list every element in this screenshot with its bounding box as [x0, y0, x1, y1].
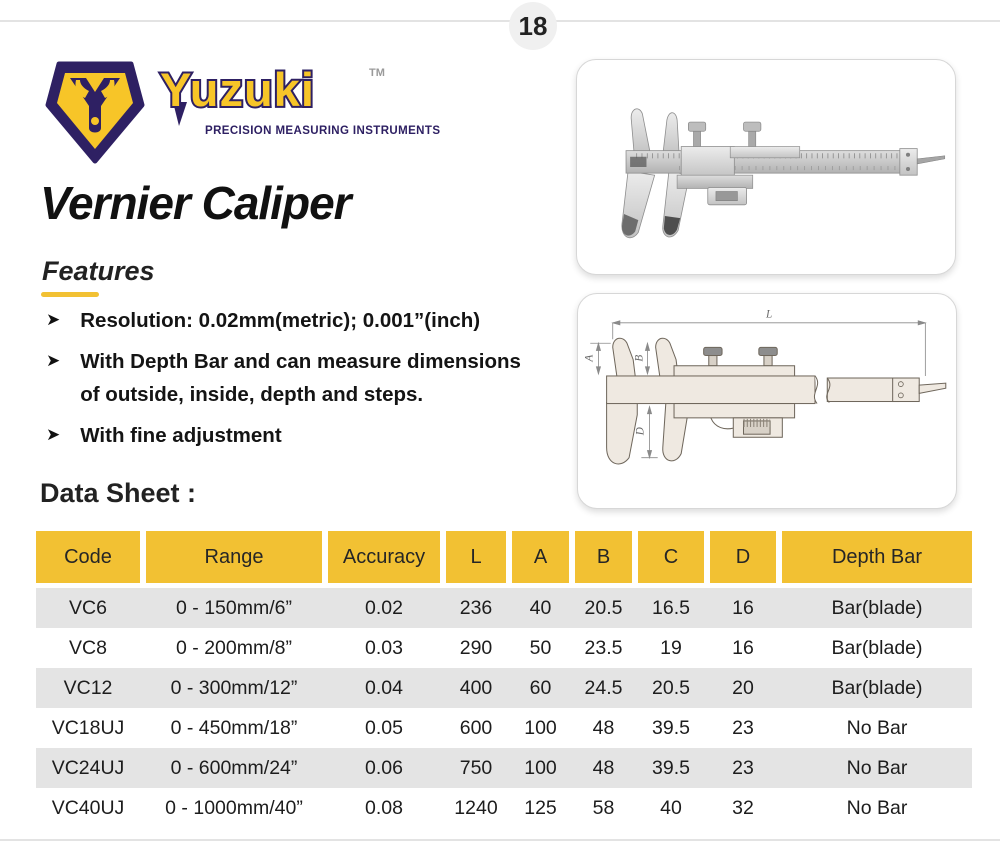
table-cell: 20.5 [652, 676, 690, 699]
table-cell: 125 [524, 796, 557, 819]
table-cell: 236 [459, 596, 493, 619]
table-cell: 23 [732, 756, 754, 779]
table-row-vc6 [36, 588, 972, 628]
feature-text: With fine adjustment [80, 424, 282, 447]
page-number: 18 [518, 10, 548, 41]
page-title: Vernier Caliper [40, 177, 351, 229]
brand-wordmark-block [157, 58, 440, 137]
table-cell: 20 [732, 676, 754, 699]
datasheet-heading: Data Sheet : [40, 478, 197, 508]
table-cell: 0 - 1000mm/40” [165, 796, 303, 819]
top-divider [0, 20, 1000, 22]
features-heading: Features [42, 256, 155, 286]
table-cell: 48 [592, 756, 615, 779]
table-cell: 58 [592, 796, 615, 819]
table-cell: 400 [459, 676, 493, 699]
dimension-label-a: A [583, 354, 596, 362]
dimension-label-b: B [633, 354, 646, 362]
bullet-arrow-icon: ➤ [46, 351, 61, 371]
column-header-l: L [446, 531, 506, 583]
table-cell: 19 [660, 636, 682, 659]
feature-text: With Depth Bar and can measure dimensions of outside, inside, depth and steps. [80, 350, 521, 406]
brand-name: Yuzuki [160, 63, 315, 116]
table-row-vc24uj [36, 748, 972, 788]
table-cell: Bar(blade) [831, 636, 923, 659]
table-cell: 23.5 [584, 636, 623, 659]
table-header-row [36, 531, 972, 583]
bottom-divider [0, 839, 1000, 841]
table-cell: 48 [592, 716, 615, 739]
table-cell: 100 [524, 756, 557, 779]
table-cell: 290 [459, 636, 493, 659]
column-header-range: Range [146, 531, 322, 583]
dimension-label-l: L [765, 308, 773, 321]
bullet-arrow-icon: ➤ [46, 310, 61, 330]
table-cell: 40 [660, 796, 682, 819]
table-cell: No Bar [846, 756, 908, 779]
table-cell: 750 [459, 756, 493, 779]
trademark-symbol: TM [369, 67, 385, 79]
yuzuki-logo-icon [45, 58, 145, 164]
table-cell: 0 - 450mm/18” [170, 716, 298, 739]
table-cell: 16 [732, 596, 754, 619]
table-cell: 40 [529, 596, 552, 619]
table-cell: VC6 [69, 596, 107, 619]
table-cell: 1240 [454, 796, 498, 819]
dimension-label-d: D [634, 427, 647, 436]
table-cell: 0 - 600mm/24” [170, 756, 298, 779]
table-row-vc40uj [36, 788, 972, 828]
column-header-depth-bar: Depth Bar [782, 531, 972, 583]
features-list [46, 304, 521, 460]
table-cell: 20.5 [584, 596, 623, 619]
table-cell: 16 [732, 636, 754, 659]
features-underline [41, 292, 99, 297]
table-cell: 0.03 [365, 636, 403, 659]
table-cell: Bar(blade) [831, 596, 923, 619]
table-row-vc18uj [36, 708, 972, 748]
vernier-caliper-diagram [578, 294, 956, 508]
table-cell: 0 - 150mm/6” [176, 596, 292, 619]
datasheet-table [36, 531, 972, 828]
page-number-badge [509, 2, 557, 50]
table-cell: VC24UJ [51, 756, 125, 779]
table-cell: No Bar [846, 796, 908, 819]
table-cell: 39.5 [652, 716, 690, 739]
table-cell: 0.08 [365, 796, 403, 819]
yuzuki-wordmark [157, 62, 397, 128]
brand-tagline: PRECISION MEASURING INSTRUMENTS [205, 125, 441, 137]
column-header-b: B [575, 531, 632, 583]
table-cell: VC8 [69, 636, 107, 659]
table-body [36, 588, 972, 828]
bullet-arrow-icon: ➤ [46, 425, 61, 445]
feature-item [46, 304, 521, 337]
table-cell: 16.5 [652, 596, 690, 619]
table-cell: 0 - 200mm/8” [176, 636, 292, 659]
table-cell: 0 - 300mm/12” [170, 676, 298, 699]
table-cell: No Bar [846, 716, 908, 739]
table-cell: VC18UJ [51, 716, 125, 739]
brand-header [45, 58, 440, 164]
product-photo-card [576, 59, 956, 275]
vernier-caliper-photo [577, 60, 955, 274]
feature-item [46, 419, 521, 452]
feature-item [46, 345, 521, 411]
table-cell: Bar(blade) [831, 676, 923, 699]
table-cell: 100 [524, 716, 557, 739]
table-cell: 32 [732, 796, 754, 819]
table-cell: 0.02 [365, 596, 403, 619]
column-header-a: A [512, 531, 569, 583]
table-cell: 0.06 [365, 756, 403, 779]
table-cell: 24.5 [584, 676, 623, 699]
table-cell: 0.04 [365, 676, 403, 699]
column-header-c: C [638, 531, 704, 583]
table-row-vc12 [36, 668, 972, 708]
product-diagram-card [577, 293, 957, 509]
feature-text: Resolution: 0.02mm(metric); 0.001”(inch) [80, 309, 481, 332]
table-cell: 23 [732, 716, 754, 739]
table-cell: 60 [529, 676, 552, 699]
table-cell: 600 [459, 716, 493, 739]
column-header-code: Code [36, 531, 140, 583]
table-row-vc8 [36, 628, 972, 668]
table-cell: 0.05 [365, 716, 403, 739]
table-cell: 50 [529, 636, 552, 659]
table-cell: VC12 [63, 676, 113, 699]
table-cell: 39.5 [652, 756, 690, 779]
column-header-d: D [710, 531, 776, 583]
table-cell: VC40UJ [51, 796, 125, 819]
column-header-accuracy: Accuracy [328, 531, 440, 583]
